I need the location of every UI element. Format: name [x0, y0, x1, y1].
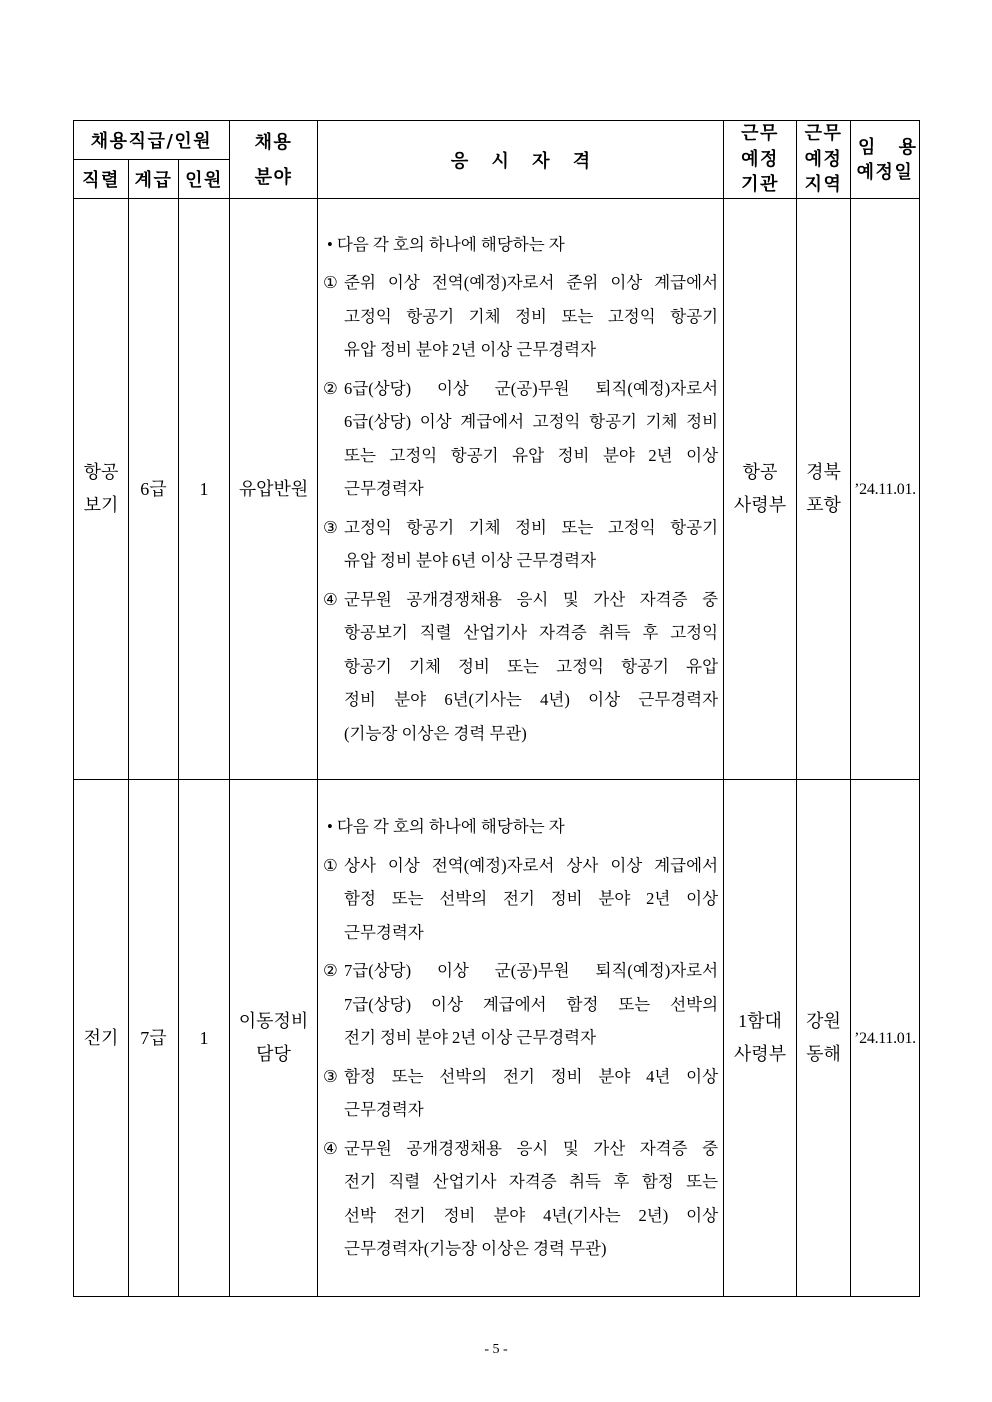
header-appointment-date [851, 121, 920, 199]
item-number: ③ [323, 1066, 338, 1086]
item-line: 근무경력자 [344, 922, 424, 942]
cell-series [74, 780, 129, 1297]
qualification-item [323, 266, 718, 367]
item-line: 선박 전기 정비 분야 4년(기사는 2년) 이상 [344, 1205, 719, 1225]
item-line: 고정익 항공기 기체 정비 또는 고정익 항공기 [344, 306, 719, 326]
header-label: 분야 [254, 166, 293, 188]
item-number: ② [323, 378, 338, 398]
header-label: 인원 [185, 170, 223, 191]
item-number: ④ [323, 589, 338, 609]
cell-line: 이동정비 [238, 1011, 309, 1031]
header-series [74, 160, 129, 199]
cell-series [74, 199, 129, 780]
page-number: - 5 - [484, 1342, 508, 1357]
header-label: 계급 [134, 170, 173, 191]
item-line: 항공기 기체 정비 또는 고정익 항공기 유압 [344, 656, 719, 676]
item-line: 전기 정비 분야 2년 이상 근무경력자 [344, 1028, 597, 1048]
cell-line: 6급 [140, 478, 167, 499]
qualification-intro: • 다음 각 호의 하나에 해당하는 자 [327, 817, 565, 837]
item-line: 6급(상당) 이상 군(공)무원 퇴직(예정)자로서 [344, 378, 719, 398]
item-number: ④ [323, 1138, 338, 1158]
cell-line: 1 [199, 1027, 209, 1048]
cell-line: 유압반원 [238, 478, 309, 499]
item-line: 6급(상당) 이상 계급에서 고정익 항공기 기체 정비 [344, 412, 719, 432]
cell-agency [724, 199, 797, 780]
qualification-item [323, 1132, 718, 1266]
header-row [74, 121, 920, 160]
header-count [179, 160, 230, 199]
item-number: ② [323, 961, 338, 981]
item-line: 전기 직렬 산업기사 자격증 취득 후 함정 또는 [344, 1172, 719, 1192]
item-line: 유압 정비 분야 2년 이상 근무경력자 [344, 340, 597, 360]
cell-line: 사령부 [733, 1044, 787, 1064]
item-line: 함정 또는 선박의 전기 정비 분야 4년 이상 [344, 1066, 719, 1086]
header-position-group [74, 121, 230, 160]
header-region [797, 121, 851, 199]
cell-grade [129, 199, 179, 780]
header-label: 기관 [741, 174, 779, 196]
item-number: ① [323, 855, 338, 875]
item-line: 근무경력자 [344, 1100, 424, 1120]
item-number: ③ [323, 517, 338, 537]
cell-line: 경북 [806, 462, 841, 482]
header-label: 예정일 [856, 161, 914, 183]
cell-line: 7급 [140, 1027, 167, 1048]
table-row [74, 199, 920, 780]
qualification-item [323, 849, 718, 950]
qualification-item [323, 1060, 718, 1127]
header-label: 응 시 자 격 [450, 150, 599, 172]
header-qualification [318, 121, 724, 199]
cell-agency [724, 780, 797, 1297]
header-label: 직렬 [82, 170, 120, 191]
item-number: ① [323, 273, 338, 293]
qualification-item [323, 583, 718, 751]
header-label: 임 용 [858, 136, 917, 158]
header-label: 근무 [741, 123, 779, 145]
cell-line: 담당 [256, 1044, 291, 1064]
cell-date [851, 780, 920, 1297]
qualification-intro: • 다음 각 호의 하나에 해당하는 자 [327, 234, 565, 254]
cell-line: 항공 [83, 462, 119, 482]
header-label: 근무 [804, 123, 843, 145]
item-line: 정비 분야 6년(기사는 4년) 이상 근무경력자 [344, 690, 719, 710]
item-line: 근무경력자 [344, 479, 424, 499]
cell-line: 포항 [806, 495, 841, 515]
item-line: 함정 또는 선박의 전기 정비 분야 2년 이상 [344, 889, 719, 909]
item-line: (기능장 이상은 경력 무관) [344, 723, 527, 743]
cell-field [230, 199, 318, 780]
cell-grade [129, 780, 179, 1297]
item-line: 7급(상당) 이상 군(공)무원 퇴직(예정)자로서 [344, 961, 719, 981]
header-field [230, 121, 318, 199]
cell-region [797, 780, 851, 1297]
cell-line: 1함대 [738, 1011, 782, 1031]
header-label: 예정 [741, 148, 779, 170]
cell-qualification [318, 199, 724, 780]
item-line: 상사 이상 전역(예정)자로서 상사 이상 계급에서 [344, 855, 719, 875]
table-row [74, 780, 920, 1297]
cell-line: 전기 [83, 1027, 119, 1048]
item-line: 유압 정비 분야 6년 이상 근무경력자 [344, 551, 597, 571]
header-label: 채용 [254, 131, 293, 153]
cell-qualification [318, 780, 724, 1297]
cell-date [851, 199, 920, 780]
item-line: 군무원 공개경쟁채용 응시 및 가산 자격증 중 [344, 589, 719, 609]
cell-line: 1 [199, 478, 209, 499]
item-line: 또는 고정익 항공기 유압 정비 분야 2년 이상 [344, 445, 719, 465]
cell-line: 동해 [806, 1044, 841, 1064]
item-line: 고정익 항공기 기체 정비 또는 고정익 항공기 [344, 517, 719, 537]
cell-region [797, 199, 851, 780]
cell-count [179, 780, 230, 1297]
item-line: 7급(상당) 이상 계급에서 함정 또는 선박의 [344, 994, 719, 1014]
qualification-item [323, 511, 718, 578]
cell-field [230, 780, 318, 1297]
cell-line: 강원 [806, 1011, 841, 1031]
item-line: 항공보기 직렬 산업기사 자격증 취득 후 고정익 [344, 623, 719, 643]
header-label: 예정 [804, 148, 843, 170]
header-label: 지역 [804, 174, 843, 196]
cell-line: 보기 [83, 495, 119, 515]
cell-count [179, 199, 230, 780]
qualification-item [323, 954, 718, 1055]
item-line: 준위 이상 전역(예정)자로서 준위 이상 계급에서 [344, 273, 719, 293]
cell-line: 사령부 [733, 495, 787, 515]
cell-line: ’24.11.01. [854, 480, 916, 498]
item-line: 군무원 공개경쟁채용 응시 및 가산 자격증 중 [344, 1138, 719, 1158]
qualification-item [323, 372, 718, 506]
cell-line: 항공 [742, 462, 778, 482]
header-grade [129, 160, 179, 199]
recruitment-table [73, 120, 920, 1297]
item-line: 근무경력자(기능장 이상은 경력 무관) [344, 1239, 607, 1259]
cell-line: ’24.11.01. [854, 1029, 916, 1047]
header-label: 채용직급/인원 [90, 131, 213, 152]
header-agency [724, 121, 797, 199]
